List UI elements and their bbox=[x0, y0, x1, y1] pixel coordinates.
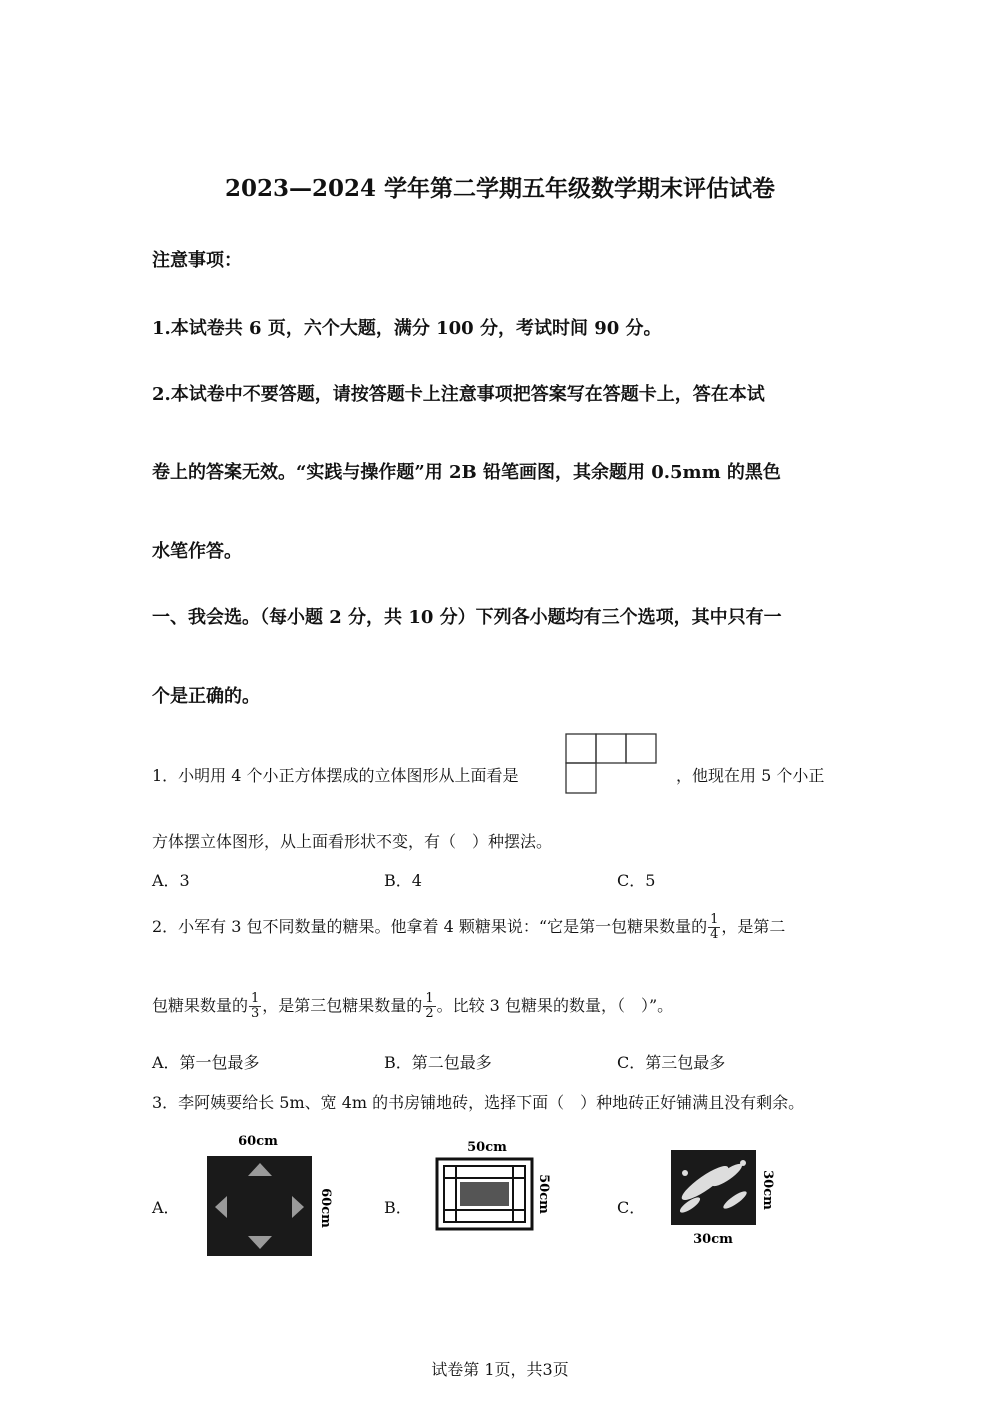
notice-item-2-line-1: 2.本试卷中不要答题，请按答题卡上注意事项把答案写在答题卡上，答在本试 bbox=[152, 384, 765, 405]
q2-fraction-3 bbox=[423, 992, 435, 1021]
tile-c-image bbox=[665, 1145, 780, 1250]
tile-b-side-label: 50cm bbox=[536, 1174, 551, 1214]
tile-b-top-label: 50cm bbox=[467, 1140, 507, 1155]
q1-top-view-figure bbox=[565, 733, 659, 795]
page-footer: 试卷第 1页，共3页 bbox=[431, 1360, 569, 1379]
fraction-denominator: 2 bbox=[425, 1006, 434, 1021]
q2-line-2 bbox=[152, 985, 673, 1027]
q3-option-b: B． bbox=[384, 1198, 412, 1217]
fraction-numerator: 1 bbox=[710, 912, 719, 927]
q2-text-part-2: ，是第二 bbox=[721, 917, 786, 936]
q1-text-part-1: 1．小明用 4 个小正方体摆成的立体图形从上面看是 bbox=[152, 766, 519, 785]
tile-a-image bbox=[200, 1128, 340, 1263]
fraction-numerator: 1 bbox=[425, 991, 434, 1006]
q2-text-line2-a: 包糖果数量的 bbox=[152, 996, 249, 1015]
q2-fraction-1 bbox=[708, 913, 720, 942]
notice-item-2-line-2: 卷上的答案无效。“实践与操作题”用 2B 铅笔画图，其余题用 0.5mm 的黑色 bbox=[152, 462, 781, 483]
fraction-denominator: 4 bbox=[710, 927, 719, 942]
notice-item-1: 1.本试卷共 6 页，六个大题，满分 100 分，考试时间 90 分。 bbox=[152, 318, 662, 339]
q1-text-part-2: ，他现在用 5 个小正 bbox=[676, 766, 825, 785]
q1-option-b: B．4 bbox=[384, 871, 422, 890]
notice-item-2-line-3: 水笔作答。 bbox=[152, 541, 242, 562]
q2-text-part-1: 2．小军有 3 包不同数量的糖果。他拿着 4 颗糖果说：“它是第一包糖果数量的 bbox=[152, 917, 708, 936]
section-1-heading: 一、我会选。（每小题 2 分，共 10 分）下列各小题均有三个选项，其中只有一 bbox=[152, 607, 782, 628]
tile-a-top-label: 60cm bbox=[238, 1134, 278, 1149]
q2-option-b: B．第二包最多 bbox=[384, 1053, 492, 1072]
q2-option-c: C．第三包最多 bbox=[617, 1053, 726, 1072]
q3-option-c: C． bbox=[617, 1198, 646, 1217]
page-title: 2023—2024 学年第二学期五年级数学期末评估试卷 bbox=[224, 175, 776, 202]
q2-text-line2-c: 。比较 3 包糖果的数量，（ ）”。 bbox=[436, 996, 674, 1015]
q2-text-line2-b: ，是第三包糖果数量的 bbox=[262, 996, 423, 1015]
tile-b-image bbox=[430, 1134, 555, 1234]
notice-heading: 注意事项： bbox=[152, 250, 242, 271]
tile-c-bottom-label: 30cm bbox=[693, 1232, 733, 1247]
tile-c-side-label: 30cm bbox=[760, 1170, 775, 1210]
q3-text: 3．李阿姨要给长 5m、宽 4m 的书房铺地砖，选择下面（ ）种地砖正好铺满且没有剩余。 bbox=[152, 1093, 805, 1112]
q2-line-1 bbox=[152, 906, 785, 948]
fraction-numerator: 1 bbox=[251, 991, 260, 1006]
q1-text-line-2: 方体摆立体图形，从上面看形状不变，有（ ）种摆法。 bbox=[152, 832, 553, 851]
q2-fraction-2 bbox=[249, 992, 261, 1021]
q1-option-a: A．3 bbox=[152, 871, 190, 890]
q2-option-a: A．第一包最多 bbox=[152, 1053, 260, 1072]
fraction-denominator: 3 bbox=[251, 1006, 260, 1021]
section-1-heading-cont: 个是正确的。 bbox=[152, 686, 260, 707]
q3-option-a: A． bbox=[152, 1198, 180, 1217]
q1-option-c: C．5 bbox=[617, 871, 656, 890]
tile-a-side-label: 60cm bbox=[318, 1188, 333, 1228]
